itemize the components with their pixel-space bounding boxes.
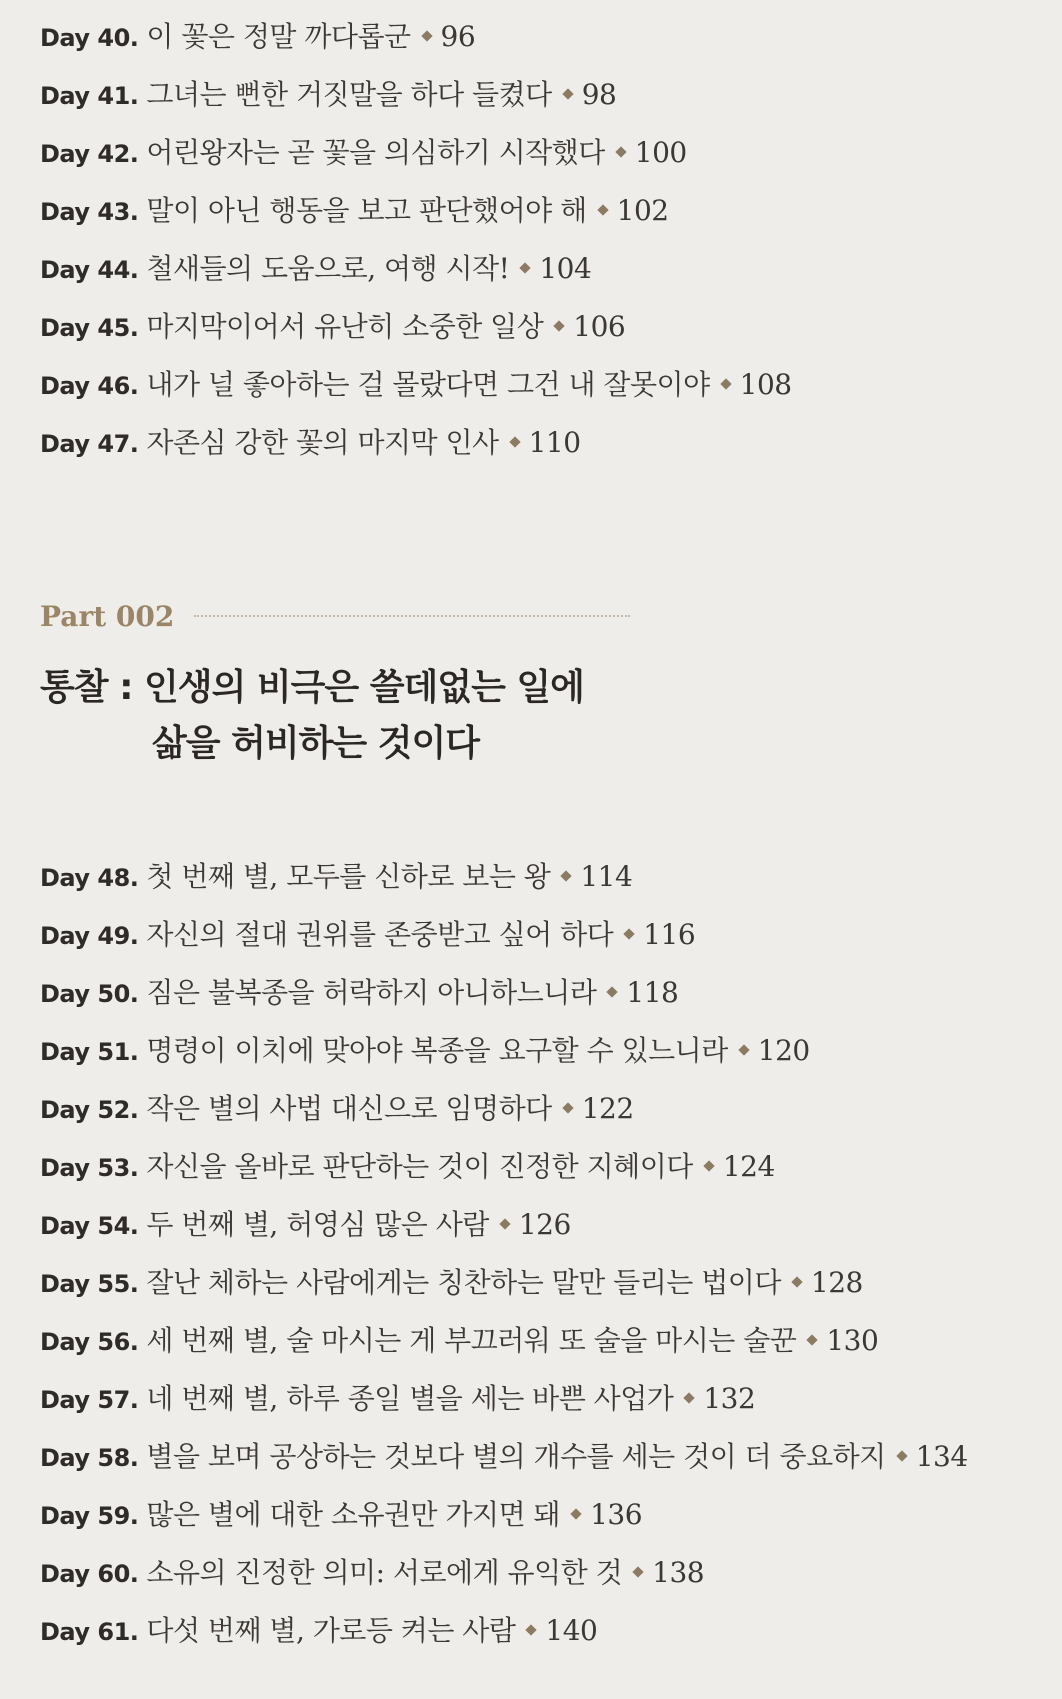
dotted-divider: [194, 615, 630, 617]
toc-entry: [40, 1602, 1040, 1660]
diamond-bullet-icon: [720, 378, 731, 389]
diamond-bullet-icon: [615, 146, 626, 157]
page-number: 126: [518, 1208, 571, 1241]
diamond-bullet-icon: [562, 88, 573, 99]
page-number: 108: [739, 368, 792, 401]
diamond-bullet-icon: [499, 1218, 510, 1229]
entry-title: 어린왕자는 곧 꽃을 의심하기 시작했다: [146, 136, 605, 169]
page-number: 136: [590, 1498, 643, 1531]
day-label: Day 53.: [40, 1154, 139, 1182]
entry-title: 작은 별의 사법 대신으로 임명하다: [146, 1092, 552, 1125]
day-label: Day 40.: [40, 24, 139, 52]
diamond-bullet-icon: [570, 1508, 581, 1519]
day-label: Day 43.: [40, 198, 139, 226]
entry-title: 철새들의 도움으로, 여행 시작!: [146, 252, 510, 285]
part-label: Part 002: [40, 599, 175, 633]
entry-title: 소유의 진정한 의미: 서로에게 유익한 것: [146, 1556, 623, 1589]
diamond-bullet-icon: [896, 1450, 907, 1461]
page-number: 116: [643, 918, 696, 951]
toc-entry: [40, 906, 1040, 964]
day-label: Day 57.: [40, 1386, 139, 1414]
day-label: Day 49.: [40, 922, 139, 950]
toc-entry: [40, 1254, 1040, 1312]
toc-entry: [40, 1544, 1040, 1602]
entry-title: 명령이 이치에 맞아야 복종을 요구할 수 있느니라: [146, 1034, 728, 1067]
diamond-bullet-icon: [526, 1624, 537, 1635]
day-label: Day 61.: [40, 1618, 139, 1646]
diamond-bullet-icon: [632, 1566, 643, 1577]
page-number: 114: [580, 860, 633, 893]
page-number: 100: [634, 136, 687, 169]
entry-title: 짐은 불복종을 허락하지 아니하느니라: [146, 976, 597, 1009]
page-number: 138: [652, 1556, 705, 1589]
day-label: Day 56.: [40, 1328, 139, 1356]
day-label: Day 55.: [40, 1270, 139, 1298]
page-number: 124: [722, 1150, 775, 1183]
entry-title: 자신의 절대 권위를 존중받고 싶어 하다: [146, 918, 614, 951]
entry-title: 그녀는 뻔한 거짓말을 하다 들켰다: [146, 78, 552, 111]
page-number: 118: [626, 976, 679, 1009]
diamond-bullet-icon: [562, 1102, 573, 1113]
toc-entry: [40, 124, 1040, 182]
page-number: 130: [826, 1324, 879, 1357]
entry-title: 잘난 체하는 사람에게는 칭찬하는 말만 들리는 법이다: [146, 1266, 781, 1299]
page-number: 98: [581, 78, 617, 111]
toc-entry: [40, 1370, 1040, 1428]
day-label: Day 54.: [40, 1212, 139, 1240]
diamond-bullet-icon: [791, 1276, 802, 1287]
page-number: 132: [703, 1382, 756, 1415]
day-label: Day 59.: [40, 1502, 139, 1530]
page-number: 140: [545, 1614, 598, 1647]
diamond-bullet-icon: [607, 986, 618, 997]
toc-list-part1: [40, 8, 1040, 472]
toc-entry: [40, 1080, 1040, 1138]
diamond-bullet-icon: [597, 204, 608, 215]
entry-title: 별을 보며 공상하는 것보다 별의 개수를 세는 것이 더 중요하지: [146, 1440, 886, 1473]
toc-entry: [40, 848, 1040, 906]
diamond-bullet-icon: [509, 436, 520, 447]
page-number: 120: [757, 1034, 810, 1067]
section-title: [40, 660, 840, 772]
entry-title: 두 번째 별, 허영심 많은 사람: [146, 1208, 489, 1241]
diamond-bullet-icon: [738, 1044, 749, 1055]
entry-title: 세 번째 별, 술 마시는 게 부끄러워 또 술을 마시는 술꾼: [146, 1324, 797, 1357]
toc-entry: [40, 182, 1040, 240]
entry-title: 내가 널 좋아하는 걸 몰랐다면 그건 내 잘못이야: [146, 368, 710, 401]
page-number: 128: [810, 1266, 863, 1299]
day-label: Day 45.: [40, 314, 139, 342]
diamond-bullet-icon: [807, 1334, 818, 1345]
entry-title: 첫 번째 별, 모두를 신하로 보는 왕: [146, 860, 551, 893]
day-label: Day 58.: [40, 1444, 139, 1472]
diamond-bullet-icon: [703, 1160, 714, 1171]
toc-entry: [40, 1428, 1040, 1486]
toc-entry: [40, 1312, 1040, 1370]
section-title-line1: 통찰 : 인생의 비극은 쓸데없는 일에: [40, 667, 584, 708]
day-label: Day 48.: [40, 864, 139, 892]
day-label: Day 50.: [40, 980, 139, 1008]
page-number: 102: [616, 194, 669, 227]
toc-entry: [40, 1196, 1040, 1254]
toc-entry: [40, 414, 1040, 472]
entry-title: 자존심 강한 꽃의 마지막 인사: [146, 426, 499, 459]
section-title-line2: 삶을 허비하는 것이다: [152, 723, 480, 764]
entry-title: 말이 아닌 행동을 보고 판단했어야 해: [146, 194, 587, 227]
entry-title: 이 꽃은 정말 까다롭군: [146, 20, 411, 53]
entry-title: 다섯 번째 별, 가로등 켜는 사람: [146, 1614, 516, 1647]
page-number: 106: [573, 310, 626, 343]
page-number: 122: [581, 1092, 634, 1125]
toc-entry: [40, 1138, 1040, 1196]
day-label: Day 52.: [40, 1096, 139, 1124]
diamond-bullet-icon: [520, 262, 531, 273]
day-label: Day 47.: [40, 430, 139, 458]
diamond-bullet-icon: [554, 320, 565, 331]
toc-entry: [40, 1486, 1040, 1544]
page-number: 134: [915, 1440, 968, 1473]
diamond-bullet-icon: [561, 870, 572, 881]
toc-entry: [40, 1022, 1040, 1080]
entry-title: 네 번째 별, 하루 종일 별을 세는 바쁜 사업가: [146, 1382, 674, 1415]
page-number: 104: [539, 252, 592, 285]
entry-title: 많은 별에 대한 소유권만 가지면 돼: [146, 1498, 561, 1531]
part-header: [40, 596, 630, 636]
diamond-bullet-icon: [684, 1392, 695, 1403]
entry-title: 마지막이어서 유난히 소중한 일상: [146, 310, 544, 343]
day-label: Day 46.: [40, 372, 139, 400]
toc-list-part2: [40, 848, 1040, 1660]
diamond-bullet-icon: [421, 30, 432, 41]
entry-title: 자신을 올바로 판단하는 것이 진정한 지혜이다: [146, 1150, 693, 1183]
diamond-bullet-icon: [624, 928, 635, 939]
day-label: Day 60.: [40, 1560, 139, 1588]
toc-entry: [40, 240, 1040, 298]
day-label: Day 44.: [40, 256, 139, 284]
toc-entry: [40, 66, 1040, 124]
toc-entry: [40, 964, 1040, 1022]
toc-entry: [40, 8, 1040, 66]
toc-entry: [40, 298, 1040, 356]
toc-entry: [40, 356, 1040, 414]
day-label: Day 51.: [40, 1038, 139, 1066]
page-number: 110: [528, 426, 581, 459]
day-label: Day 42.: [40, 140, 139, 168]
page-number: 96: [440, 20, 476, 53]
day-label: Day 41.: [40, 82, 139, 110]
